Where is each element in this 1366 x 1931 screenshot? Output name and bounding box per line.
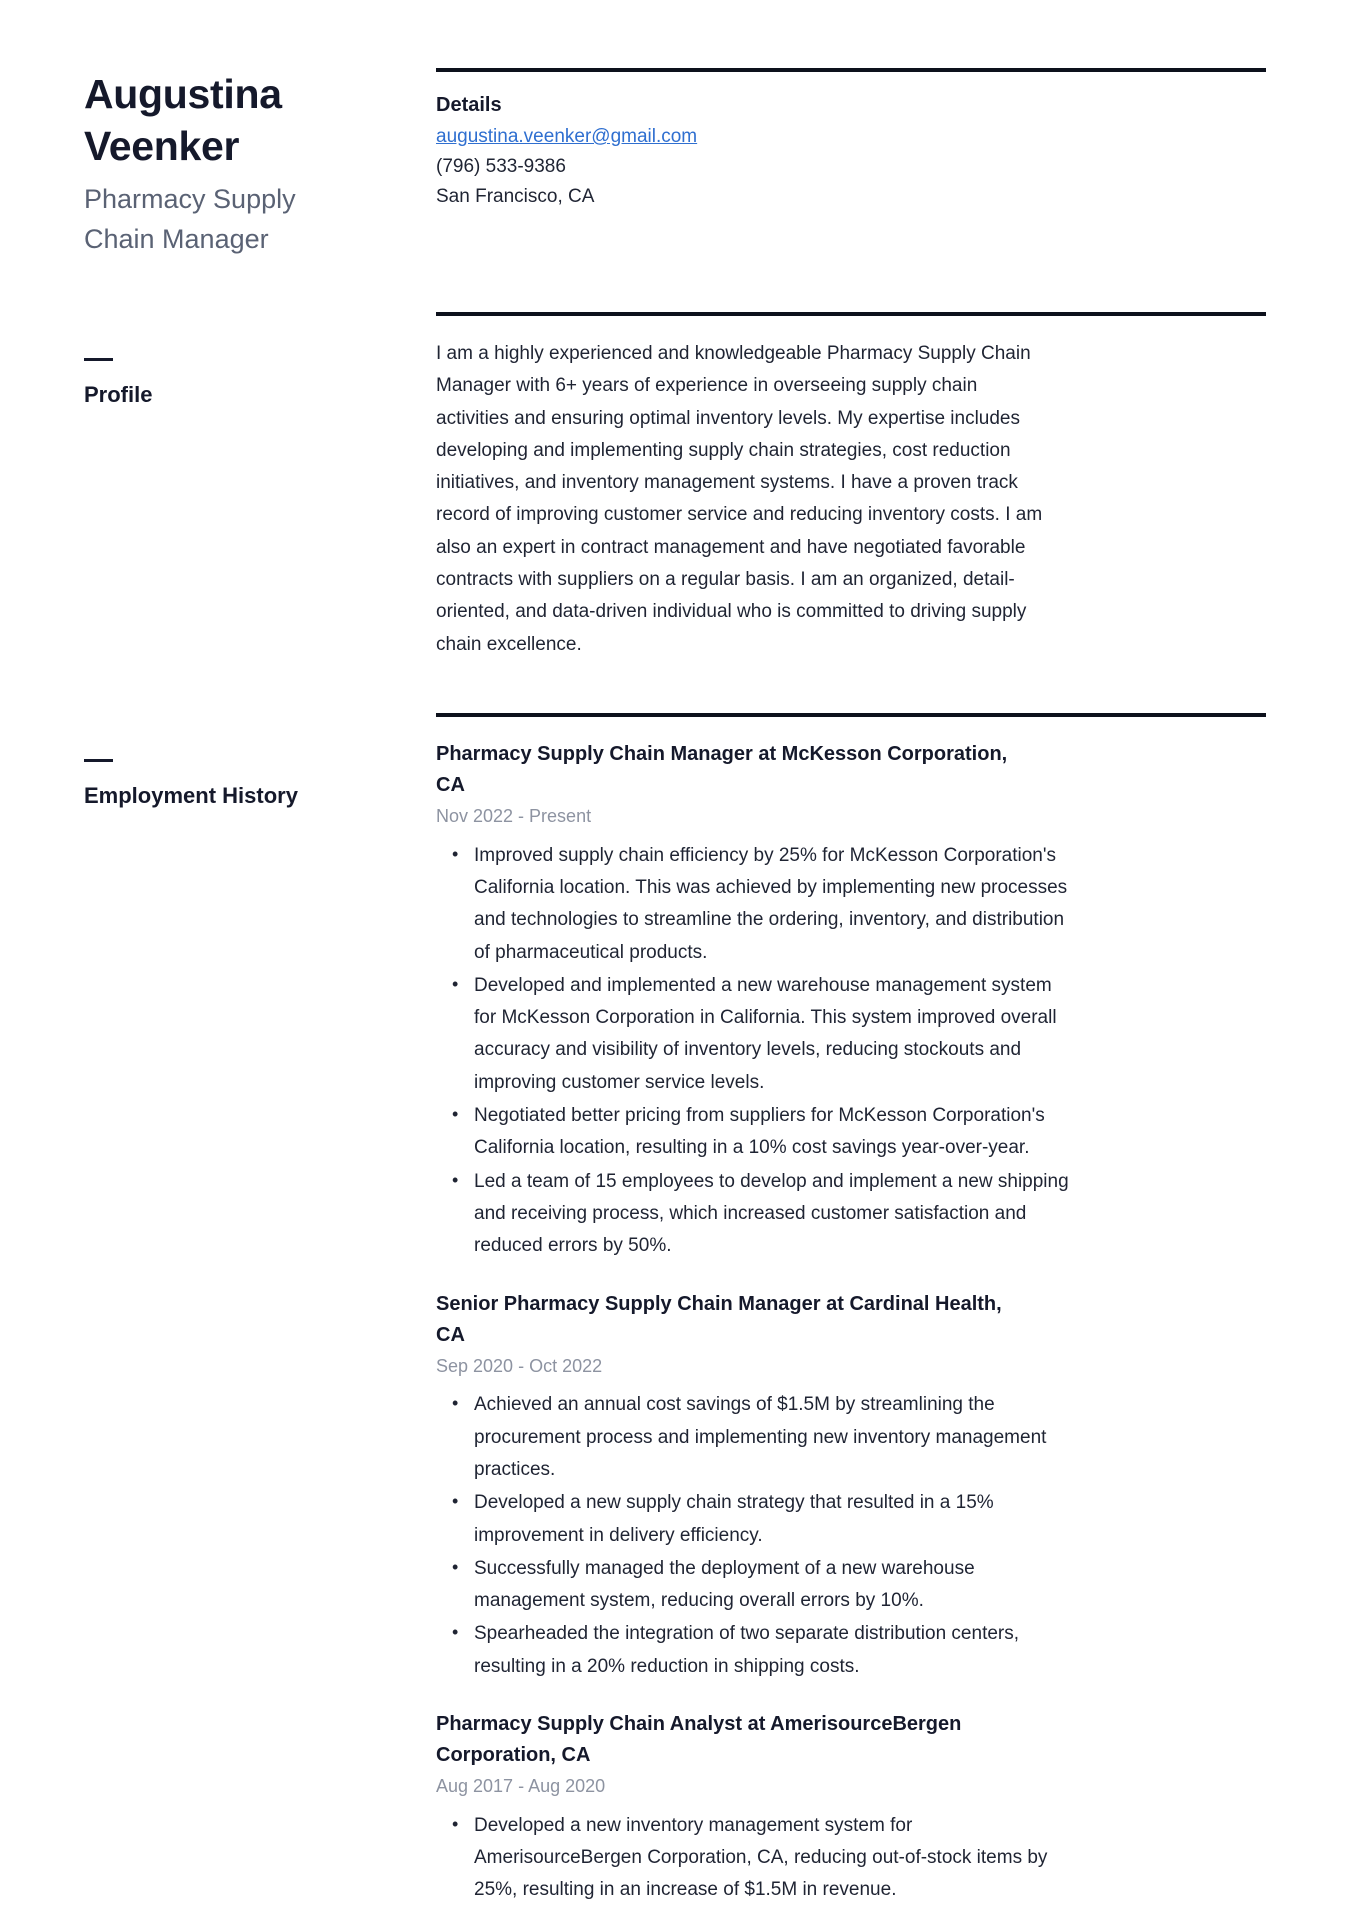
profile-dash-marker: [84, 358, 113, 361]
employment-jobs-list: [436, 717, 1266, 1907]
job-title: Pharmacy Supply Chain Analyst at AmerisourceBergen Corporation, CA: [436, 1713, 962, 1767]
job-dates: Aug 2017 - Aug 2020: [436, 1776, 606, 1797]
profile-label-column: [84, 312, 436, 410]
details-email-link[interactable]: augustina.veenker@gmail.com: [436, 126, 698, 147]
details-heading: Details: [436, 94, 502, 116]
job-bullet-list: [436, 1810, 1266, 1907]
job-bullet-list: [436, 1389, 1266, 1683]
job-entry: [436, 1709, 1266, 1907]
resume-header: [84, 60, 1266, 260]
job-bullet: • Developed and implemented a new warehouse management system for McKesson Corporation in California. This system improved overall accuracy and visibility of inventory levels, reducing stockouts and improving customer service levels.: [474, 970, 1074, 1099]
job-bullet: • Achieved an annual cost savings of $1.5M by streamlining the procurement process and implementing new inventory management practices.: [474, 1389, 1074, 1486]
employment-section: [84, 713, 1266, 1908]
job-bullet: • Successfully managed the deployment of a new warehouse management system, reducing overall errors by 10%.: [474, 1553, 1074, 1618]
job-dates: Nov 2022 - Present: [436, 805, 592, 826]
job-title: Pharmacy Supply Chain Manager at McKesson Corporation, CA: [436, 742, 1008, 796]
job-bullet: • Improved supply chain efficiency by 25% for McKesson Corporation's California location. This was achieved by implementing new processes and technologies to streamline the ordering, inventory, and distribution of pharmaceutical products.: [474, 840, 1074, 969]
job-bullet: • Developed a new supply chain strategy that resulted in a 15% improvement in delivery efficiency.: [474, 1487, 1074, 1552]
details-location: San Francisco, CA: [436, 186, 595, 208]
header-identity: [84, 60, 436, 260]
profile-body-column: [436, 312, 1266, 661]
job-entry: [436, 1289, 1266, 1683]
job-bullet: • Negotiated better pricing from suppliers for McKesson Corporation's California location, resulting in a 10% cost savings year-over-year.: [474, 1100, 1074, 1165]
job-bullet-list: [436, 840, 1266, 1263]
profile-section: [84, 312, 1266, 661]
job-bullet: • Developed a new inventory management system for AmerisourceBergen Corporation, CA, reducing out-of-stock items by 25%, resulting in an increase of $1.5M in revenue.: [474, 1810, 1074, 1907]
employment-label-column: [84, 713, 436, 811]
job-entry: [436, 739, 1266, 1263]
employment-dash-marker: [84, 759, 113, 762]
job-dates: Sep 2020 - Oct 2022: [436, 1355, 603, 1376]
employment-heading: Employment History: [84, 782, 298, 808]
candidate-job-title: Pharmacy Supply Chain Manager: [84, 183, 296, 255]
details-block: [436, 72, 1266, 212]
profile-heading: Profile: [84, 381, 153, 407]
job-bullet: • Spearheaded the integration of two separate distribution centers, resulting in a 20% reduction in shipping costs.: [474, 1618, 1074, 1683]
employment-body-column: [436, 713, 1266, 1908]
candidate-name: Augustina Veenker: [84, 71, 282, 170]
job-bullet: • Led a team of 15 employees to develop and implement a new shipping and receiving process, which increased customer satisfaction and reduced errors by 50%.: [474, 1166, 1074, 1263]
details-phone: (796) 533-9386: [436, 156, 566, 178]
job-title: Senior Pharmacy Supply Chain Manager at Cardinal Health, CA: [436, 1292, 1002, 1346]
profile-text: I am a highly experienced and knowledgeable Pharmacy Supply Chain Manager with 6+ years of experience in overseeing supply chain activities and ensuring optimal inventory levels. My expertise includes developing and implementing supply chain strategies, cost reduction initiatives, and inventory management systems. I have a proven track record of improving customer service and reducing inventory costs. I am also an expert in contract management and have negotiated favorable contracts with suppliers on a regular basis. I am an organized, detail-oriented, and data-driven individual who is committed to driving supply chain excellence.: [436, 342, 1043, 655]
details-section: [436, 60, 1266, 212]
